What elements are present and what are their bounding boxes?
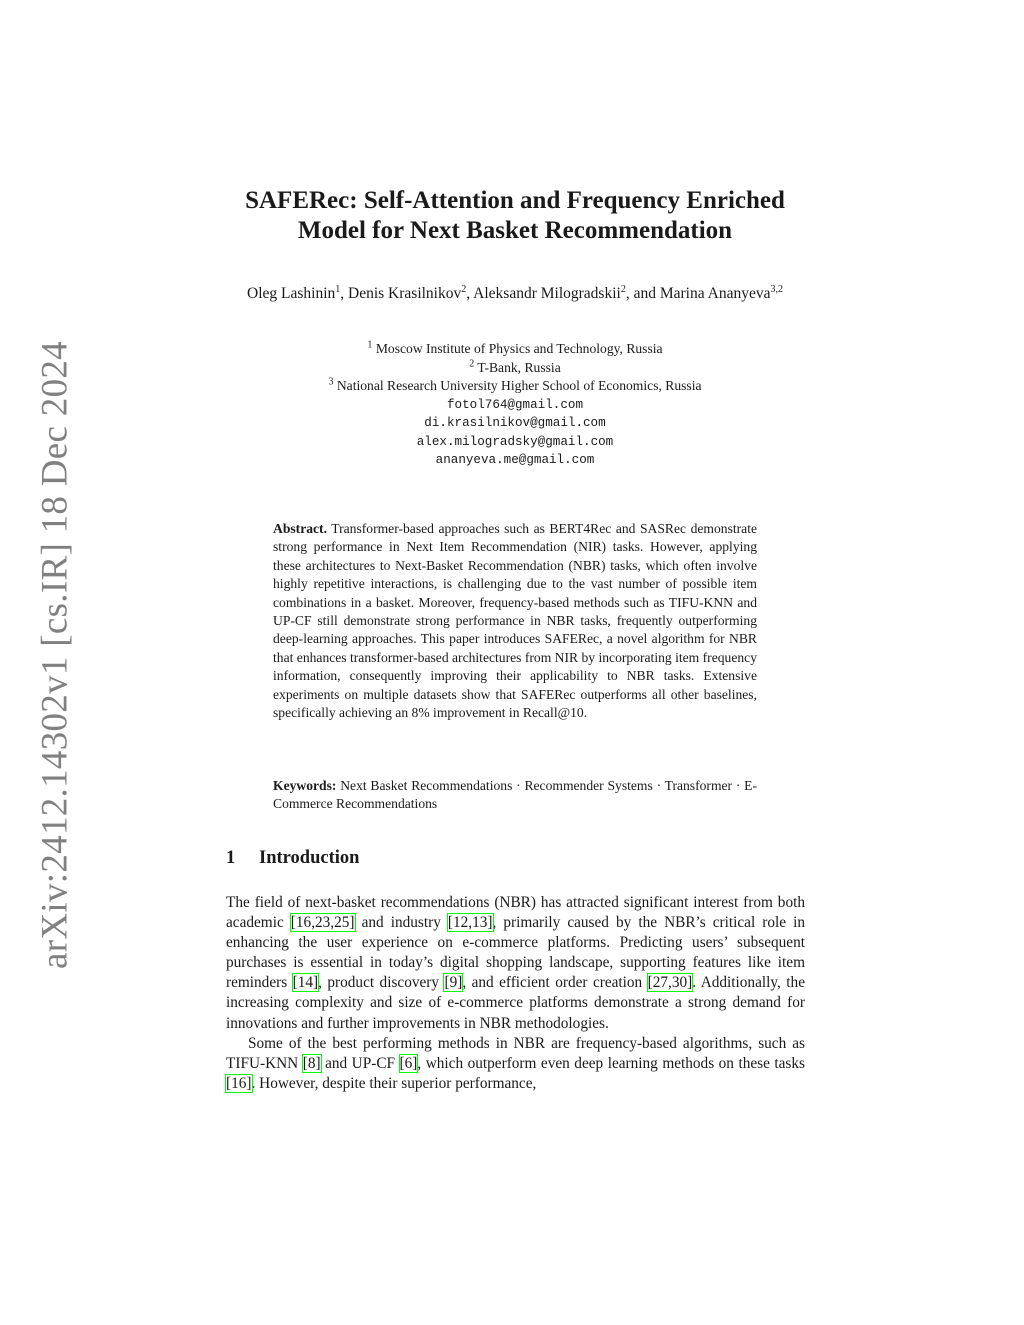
citation-link[interactable]: [16]: [226, 1074, 252, 1092]
author-separator: ,: [340, 285, 349, 302]
author-name: Marina Ananyeva: [659, 285, 771, 302]
title-line-2: Model for Next Basket Recommendation: [297, 217, 733, 244]
author-affiliation-marker: 1: [335, 283, 341, 295]
author-email[interactable]: di.krasilnikov@gmail.com: [424, 416, 606, 430]
arxiv-identifier-stamp[interactable]: arXiv:2412.14302v1 [cs.IR] 18 Dec 2024: [34, 341, 76, 969]
author-name: Oleg Lashinin: [247, 285, 336, 302]
paper-title: [160, 186, 870, 246]
section-title: Introduction: [259, 848, 360, 868]
author-separator: ,: [466, 285, 474, 302]
author-email[interactable]: ananyeva.me@gmail.com: [435, 453, 595, 467]
affiliation-number: 1: [367, 339, 373, 351]
abstract-label: Abstract.: [273, 521, 327, 536]
paragraph-text: , which outperform even deep learning methods on these tasks: [417, 1054, 805, 1072]
paragraph-text: . Additionally, the increasing complexity and size of e-commerce platforms demonstrate a strong demand for innovations and further improvements in NBR methodologies.: [226, 974, 805, 1032]
affiliation-number: 2: [469, 357, 475, 369]
citation-link[interactable]: [9]: [444, 974, 463, 992]
title-line-1: SAFERec: Self-Attention and Frequency Enriched: [245, 187, 785, 214]
author-separator: , and: [625, 285, 660, 302]
section-number: 1: [226, 848, 236, 868]
paragraph-text: , and efficient order creation: [462, 974, 648, 992]
author-affiliation-marker: 3,2: [770, 283, 783, 295]
affiliation-number: 3: [328, 376, 334, 388]
paragraph-text: and industry: [354, 914, 448, 932]
affiliation-text: T-Bank, Russia: [477, 359, 561, 375]
citation-link[interactable]: [27,30]: [647, 974, 693, 992]
citation-link[interactable]: [16,23,25]: [290, 914, 355, 932]
paragraph-text: . However, despite their superior performance,: [251, 1074, 537, 1092]
citation-link[interactable]: [6]: [399, 1054, 418, 1072]
author-email[interactable]: fotol764@gmail.com: [446, 397, 584, 412]
paragraph: [226, 893, 805, 1034]
affiliation-text: National Research University Higher School of Economics, Russia: [336, 378, 702, 393]
affiliations-block: [200, 340, 830, 470]
affiliation-text: Moscow Institute of Physics and Technology, Russia: [375, 341, 663, 356]
affiliation-line: [200, 377, 830, 396]
citation-link[interactable]: [8]: [302, 1054, 321, 1072]
citation-link[interactable]: [14]: [292, 974, 319, 992]
paragraph-text: , primarily caused by the NBR’s critical role in enhancing the user experience on e-commerce platforms. Predicting users’ subsequent purchases is essential in today’s digital shopping landscape, supporting features like item reminders: [226, 914, 805, 992]
paragraph-text: , product discovery: [318, 974, 445, 992]
keywords-label: Keywords:: [273, 778, 337, 793]
abstract: [273, 520, 757, 722]
paragraph: [226, 1034, 805, 1094]
affiliation-line: [200, 359, 830, 378]
affiliation-line: [200, 340, 830, 359]
author-email[interactable]: alex.milogradsky@gmail.com: [416, 434, 614, 449]
abstract-text: Transformer-based approaches such as BERT4Rec and SASRec demonstrate strong performance in Next Item Recommendation (NIR) tasks. However, applying these architectures to Next-Basket Recommendation (NBR) tasks, which often involve highly repetitive interactions, is challenging due to the vast number of possible item combinations in a basket. Moreover, frequency-based methods such as TIFU-KNN and UP-CF still demonstrate strong performance in NBR tasks, frequently outperforming deep-learning approaches. This paper introduces SAFERec, a novel algorithm for NBR that enhances transformer-based architectures from NIR by incorporating item frequency information, consequently improving their applicability to NBR tasks. Extensive experiments on multiple datasets show that SAFERec outperforms all other baselines, specifically achieving an 8% improvement in Recall@10.: [273, 521, 758, 721]
author-name: Denis Krasilnikov: [348, 285, 462, 302]
citation-link[interactable]: [12,13]: [447, 914, 493, 932]
author-list: [200, 284, 830, 303]
author-name: Aleksandr Milogradskii: [473, 285, 621, 302]
introduction-body: [226, 893, 805, 1094]
author-affiliation-marker: 2: [461, 283, 467, 295]
paragraph-text: Some of the best performing methods in NBR are frequency-based algorithms, such as TIFU-KNN: [226, 1034, 805, 1072]
section-heading-introduction: [226, 848, 359, 869]
keywords: [273, 777, 757, 814]
paragraph-text: The field of next-basket recommendations (NBR) has attracted significant interest from both academic: [226, 894, 805, 932]
keywords-text: Next Basket Recommendations · Recommender Systems · Transformer · E-Commerce Recommendations: [273, 778, 757, 812]
author-affiliation-marker: 2: [620, 283, 626, 295]
paragraph-text: and UP-CF: [320, 1054, 400, 1072]
